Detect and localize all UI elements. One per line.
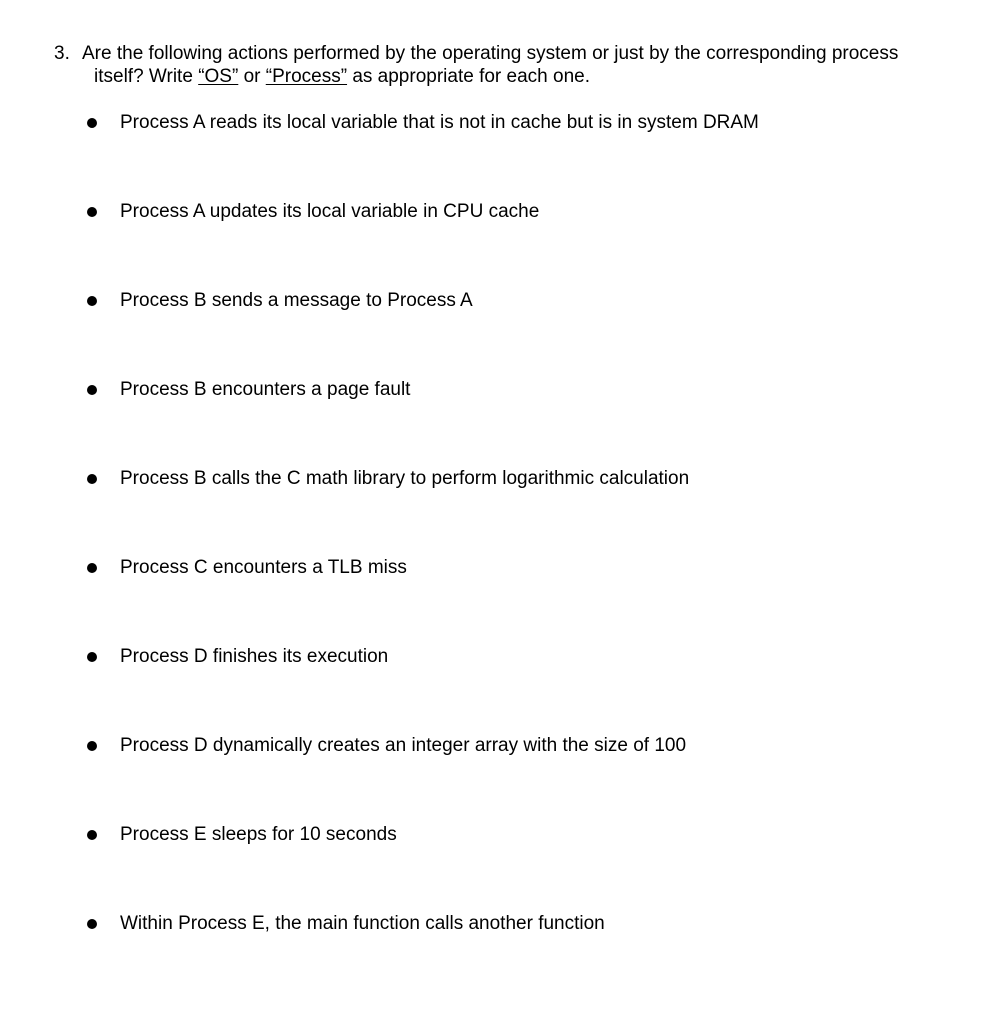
list-item — [87, 823, 967, 847]
list-item-text: Within Process E, the main function calls another function — [120, 913, 605, 934]
answer-option-os: “OS” — [198, 66, 239, 87]
bullet-icon — [87, 563, 97, 573]
list-item — [87, 289, 967, 313]
list-item-text: Process B encounters a page fault — [120, 379, 411, 400]
list-item — [87, 378, 967, 402]
list-item — [87, 556, 967, 580]
question-text-prefix: itself? Write — [94, 66, 199, 87]
list-item-text: Process D finishes its execution — [120, 646, 389, 667]
list-item-text: Process B sends a message to Process A — [120, 290, 473, 311]
question-text-line-1: Are the following actions performed by the operating system or just by the corresponding process — [82, 43, 899, 64]
list-item — [87, 734, 967, 758]
list-item — [87, 912, 967, 936]
bullet-icon — [87, 919, 97, 929]
list-item-text: Process E sleeps for 10 seconds — [120, 824, 397, 845]
list-item — [87, 200, 967, 224]
list-item-text: Process B calls the C math library to perform logarithmic calculation — [120, 468, 690, 489]
list-item — [87, 467, 967, 491]
bullet-icon — [87, 385, 97, 395]
bullet-icon — [87, 652, 97, 662]
question-text-connector: or — [238, 66, 266, 87]
bullet-icon — [87, 207, 97, 217]
list-item — [87, 111, 967, 135]
question-prompt — [54, 42, 974, 88]
bullet-icon — [87, 741, 97, 751]
bullet-icon — [87, 118, 97, 128]
question-text-suffix: as appropriate for each one. — [347, 66, 590, 87]
list-item-text: Process C encounters a TLB miss — [120, 557, 407, 578]
answer-option-process: “Process” — [265, 66, 348, 87]
list-item-text: Process A updates its local variable in CPU cache — [120, 201, 540, 222]
question-number: 3. — [54, 43, 70, 64]
list-item — [87, 645, 967, 669]
bullet-icon — [87, 474, 97, 484]
bullet-icon — [87, 296, 97, 306]
list-item-text: Process D dynamically creates an integer array with the size of 100 — [120, 735, 687, 756]
question-line-2 — [54, 65, 974, 88]
bullet-icon — [87, 830, 97, 840]
list-item-text: Process A reads its local variable that is not in cache but is in system DRAM — [120, 112, 759, 133]
question-line-1 — [54, 42, 974, 65]
